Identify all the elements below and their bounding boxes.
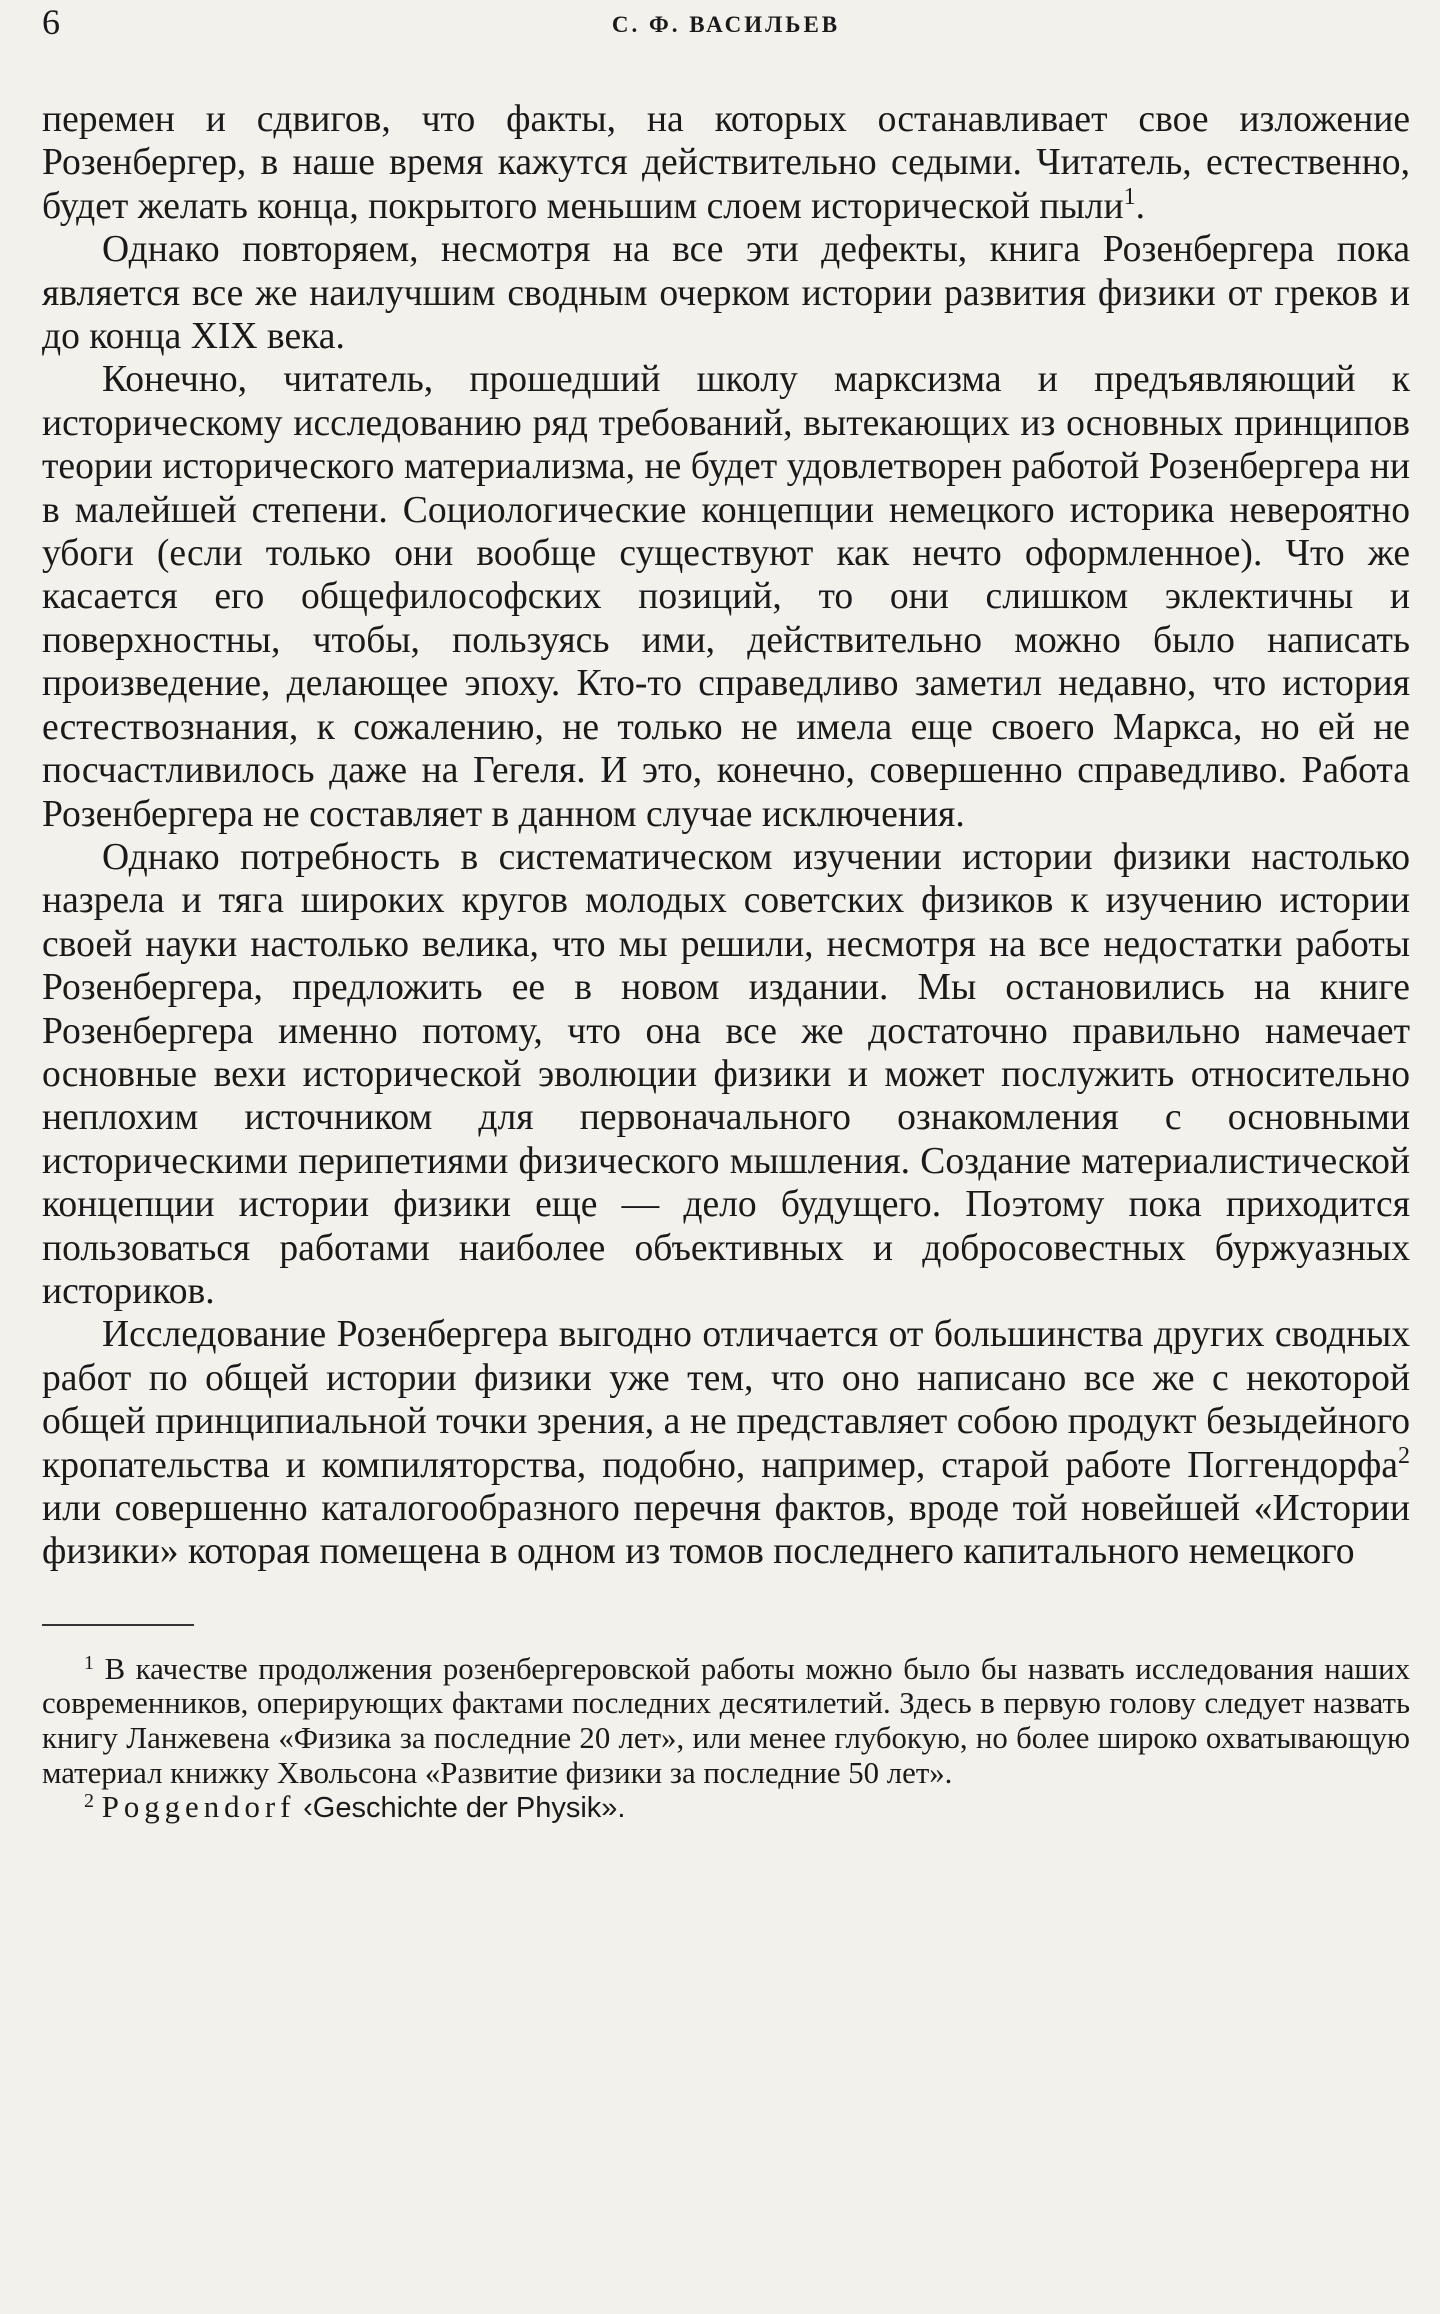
- footnotes: [42, 1652, 1410, 1826]
- paragraph-5: [42, 1313, 1410, 1573]
- paragraph-4: Однако потребность в систематическом изучении истории физики настолько назрела и тяга широких кругов молодых советских физиков к изучению истории своей науки настолько велика, что мы решили, несмотря на все недостатки работы Розенбергера, предложить ее в новом издании. Мы остановились на книге Розенбергера именно потому, что она все же достаточно правильно намечает основные вехи исторической эволюции физики и может послужить относительно неплохим источником для первоначального ознакомления с основными историческими перипетиями физического мышления. Создание материалистической концепции истории физики еще — дело будущего. Поэтому пока приходится пользоваться работами наиболее объективных и добросовестных буржуазных историков.: [42, 836, 1410, 1312]
- paragraph-1-text: перемен и сдвигов, что факты, на которых останавливает свое изложение Розенбергер, в наше время кажутся действительно седыми. Читатель, естественно, будет желать конца, покрытого меньшим слоем исторической пыли: [42, 99, 1410, 227]
- paragraph-5-text-before: Исследование Розенбергера выгодно отличается от большинства других сводных работ по общей истории физики уже тем, что оно написано все же с некоторой общей принципиальной точки зрения, а не представляет собою продукт безыдейного кропательства и компиляторства, подобно, например, старой работе Поггендорфа: [42, 1314, 1410, 1486]
- footnote-2-mark: 2: [84, 1790, 94, 1813]
- footnote-2: [42, 1790, 1410, 1826]
- paragraph-5-text-after: или совершенно каталогообразного перечня фактов, вроде той новейшей «Истории физики» которая помещена в одном из томов последнего капитального немецкого: [42, 1488, 1410, 1573]
- paragraph-2: Однако повторяем, несмотря на все эти дефекты, книга Розенбергера пока является все же наилучшим сводным очерком истории развития физики от греков и до конца XIX века.: [42, 229, 1410, 358]
- footnote-divider: [42, 1624, 194, 1626]
- footnote-1: [42, 1652, 1410, 1790]
- footnote-ref-2: 2: [1398, 1442, 1410, 1469]
- footnote-2-title: ‹Geschichte der Physik».: [303, 1792, 626, 1825]
- footnote-2-title-text: Geschichte der Physik».: [312, 1792, 626, 1825]
- paragraph-1: [42, 98, 1410, 228]
- footnote-ref-1: 1: [1123, 183, 1136, 210]
- body-text: [42, 98, 1410, 1574]
- footnote-1-text: В качестве продолжения розенбергеровской работы можно было бы назвать исследования наших современников, оперирующих фактами последних десятилетий. Здесь в первую голову следует назвать книгу Ланжевена «Физика за последние 20 лет», или менее глубокую, но более широко охватывающую материал книжку Хвольсона «Развитие физики за последние 50 лет».: [42, 1651, 1410, 1790]
- running-head-author: С. Ф. ВАСИЛЬЕВ: [611, 12, 841, 37]
- page-number: 6: [42, 2, 60, 42]
- footnote-1-mark: 1: [84, 1651, 94, 1674]
- running-head: [42, 0, 1410, 62]
- footnote-2-author: Poggendorf: [101, 1790, 296, 1825]
- paragraph-1-tail: .: [1135, 185, 1146, 227]
- paragraph-3: Конечно, читатель, прошедший школу марксизма и предъявляющий к историческому исследованию ряд требований, вытекающих из основных принципов теории исторического материализма, не будет удовлетворен работой Розенбергера ни в малейшей степени. Социологические концепции немецкого историка невероятно убоги (если только они вообще существуют как нечто оформленное). Что же касается его общефилософских позиций, то они слишком эклектичны и поверхностны, чтобы, пользуясь ими, действительно можно было написать произведение, делающее эпоху. Кто-то справедливо заметил недавно, что история естествознания, к сожалению, не только не имела еще своего Маркса, но ей не посчастливилось даже на Гегеля. И это, конечно, совершенно справедливо. Работа Розенбергера не составляет в данном случае исключения.: [42, 359, 1410, 835]
